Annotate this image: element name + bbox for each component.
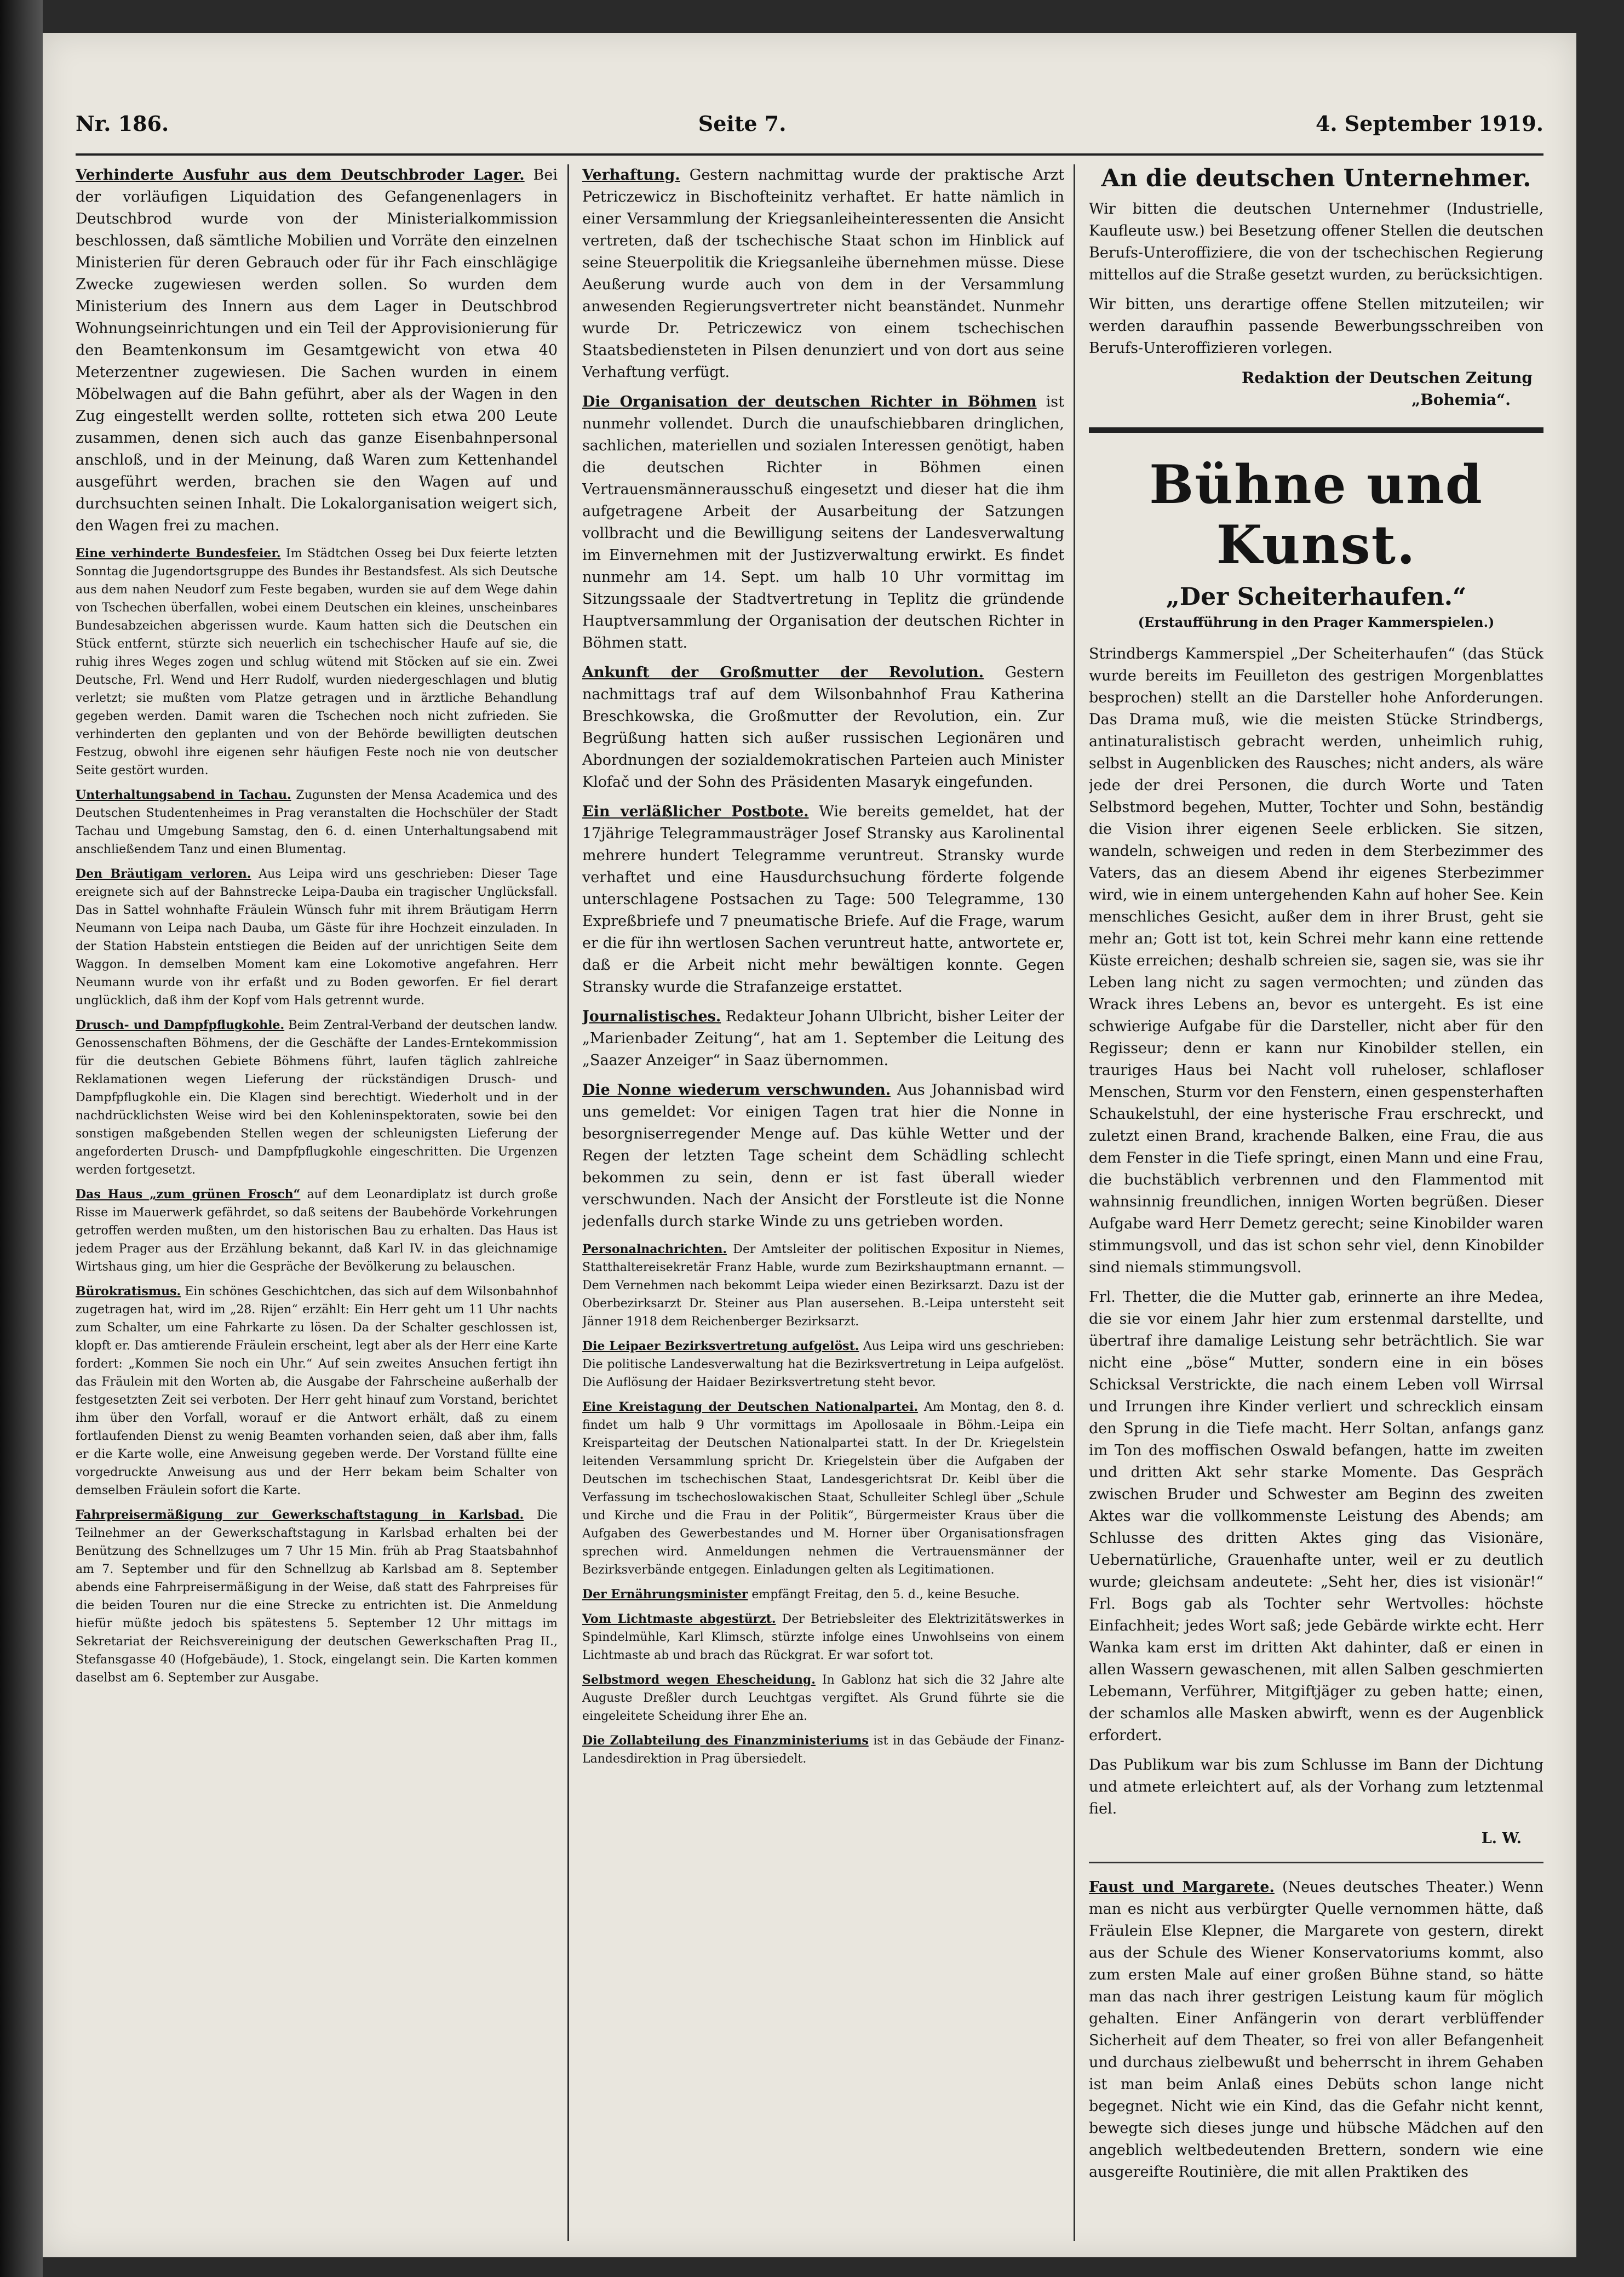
book-spine bbox=[0, 0, 43, 2277]
article-heading: Verhaftung. bbox=[582, 167, 680, 184]
article-heading: Fahrpreisermäßigung zur Gewerkschaftstagung in Karlsbad. bbox=[76, 1508, 524, 1522]
article-heading: Unterhaltungsabend in Tachau. bbox=[76, 788, 291, 802]
article bbox=[76, 1506, 558, 1687]
article-text: ist in das Gebäude der Finanz-Landesdirektion in Prag übersiedelt. bbox=[582, 1734, 1064, 1766]
article-heading: Journalistisches. bbox=[582, 1008, 721, 1025]
article bbox=[76, 865, 558, 1010]
header-rule bbox=[76, 153, 1543, 156]
column-divider bbox=[1074, 164, 1075, 2241]
article bbox=[582, 1732, 1064, 1768]
review-title: „Der Scheiterhaufen.“ bbox=[1166, 583, 1467, 611]
article bbox=[582, 662, 1064, 793]
article-heading: Das Haus „zum grünen Frosch“ bbox=[76, 1187, 301, 1202]
article-heading: Drusch- und Dampfpflugkohle. bbox=[76, 1018, 285, 1032]
article-text: Der Amtsleiter der politischen Expositur in Niemes, Statthaltereisekretär Franz Hable, wurde zum Bezirkshauptmann ernannt. — Dem Vernehmen nach bekommt Leipa wieder einen Bezirksarzt. Dazu ist der Oberbezirksarzt Dr. Steiner aus Plan ausersehen. B.-Leipa untersteht seit Jänner 1918 dem Reichenberger Bezirksarzt. bbox=[582, 1243, 1064, 1329]
article-text: auf dem Leonardiplatz ist durch große Risse im Mauerwerk gefährdet, so daß seitens der Baubehörde Vorkehrungen getroffen werden mußten, um den historischen Bau zu erhalten. Das Haus ist jedem Prager aus der Erzählung bekannt, daß Karl IV. in das gleichnamige Wirtshaus ging, um hier die Gespräche der Bevölkerung zu belauschen. bbox=[76, 1188, 558, 1274]
review-paragraph: Strindbergs Kammerspiel „Der Scheiterhaufen“ (das Stück wurde bereits im Feuilleton des gestrigen Morgenblattes besprochen) stellt an die Darsteller hohe Anforderungen. Das Drama muß, wie die meisten Stücke Strindbergs, antinaturalistisch gebracht werden, unheimlich ruhig, selbst in Augenblicken des Rausches; nicht anders, als wäre jede der drei Personen, die durch Worte und Taten Selbstmord begehen, Mutter, Tochter und Sohn, beständig die Vision ihrer eigenen Seele erblicken. Sie sitzen, wandeln, schweigen und reden in dem Sterbezimmer des Vaters, das an diesem Abend ihr eigenes Sterbezimmer wird, wie in einem untergehenden Kahn auf hoher See. Kein menschliches Gesicht, außer dem in ihrer Brust, geht sie mehr an; Gott ist tot, kein Schrei mehr kann eine rettende Küste erreichen; deshalb schreien sie, sagen sie, was sie ihr Leben lang nicht zu sagen vermochten; und zünden das Wrack ihres Lebens an, bevor es untergeht. Es ist eine schwierige Aufgabe für die Darsteller, nicht aber für den Regisseur; denn er kann nur Kinobilder stellen, ein trauriges Haus bei Nacht voll ruheloser, schlafloser Menschen, Sturm vor den Fenstern, einen gespensterhaften Schaukelstuhl, der eine hysterische Frau erschreckt, und zuletzt einen Brand, krachende Balken, eine Frau, die aus dem Fenster in die Tiefe springt, einen Mann und eine Frau, die buchstäblich verbrennen und den Flammentod mit wahnsinnig freundlichen, innigen Worten begrüßen. Dieser Aufgabe ward Herr Demetz gerecht; seine Kinobilder waren stimmungsvoll, und das ist schon sehr viel, denn Kinobilder sind niemals stimmungsvoll. bbox=[1089, 645, 1543, 1276]
article-heading: Bürokratismus. bbox=[76, 1284, 181, 1298]
notice-title: An die deutschen Unternehmer. bbox=[1101, 164, 1531, 192]
article bbox=[582, 1240, 1064, 1331]
page-number: Seite 7. bbox=[698, 111, 787, 136]
article-heading: Selbstmord wegen Ehescheidung. bbox=[582, 1673, 816, 1687]
review-subtitle: (Erstaufführung in den Prager Kammerspielen.) bbox=[1138, 614, 1495, 630]
review-paragraph: Das Publikum war bis zum Schlusse im Bann der Dichtung und atmete erleichtert auf, als der Vorhang zum letztenmal fiel. bbox=[1089, 1757, 1543, 1817]
notice-signature-paper: „Bohemia“. bbox=[1411, 391, 1511, 409]
article bbox=[582, 1586, 1064, 1604]
article-text: In Gablonz hat sich die 32 Jahre alte Auguste Dreßler durch Leuchtgas vergiftet. Als Grund führte sie die eingeleitete Scheidung ihrer Ehe an. bbox=[582, 1673, 1064, 1723]
article-text: Redakteur Johann Ulbricht, bisher Leiter der „Marienbader Zeitung“, hat am 1. September die Leitung des „Saazer Anzeiger“ in Saaz übernommen. bbox=[582, 1008, 1064, 1069]
article-text: Zugunsten der Mensa Academica und des Deutschen Studentenheimes in Prag veranstalten die Hochschüler der Stadt Tachau und Umgebung Samstag, den 6. d. einen Unterhaltungsabend mit anschließendem Tanz und einen Blumentag. bbox=[76, 788, 558, 856]
article bbox=[76, 786, 558, 859]
article-text: (Neues deutsches Theater.) Wenn man es nicht aus verbürgter Quelle vernommen hätte, daß Fräulein Else Klepner, die Margarete von gestern, direkt aus der Schule des Wiener Konservatoriums kommt, also zum ersten Male auf einer großen Bühne stand, so hätte man das nach ihrer gestrigen Leistung kaum für möglich gehalten. Einer Anfängerin von derart verblüffender Sicherheit auf dem Theater, so frei von aller Befangenheit und durchaus zielbewußt und beherrscht in ihrem Gehaben ist man beim Anlaß eines Debüts schon lange nicht begegnet. Nicht wie ein Kind, das die Gefahr nicht kennt, bewegte sich dieses junge und hübsche Mädchen auf den angeblich weltbedeutenden Brettern, sondern wie eine ausgereifte Routinière, die mit allen Praktiken des bbox=[1089, 1879, 1543, 2181]
article-heading: Die Leipaer Bezirksvertretung aufgelöst. bbox=[582, 1339, 859, 1353]
article-text: Aus Leipa wird uns geschrieben: Die politische Landesverwaltung hat die Bezirksvertretung in Leipa aufgelöst. Die Auflösung der Haidaer Bezirksvertretung steht bevor. bbox=[582, 1340, 1064, 1389]
article bbox=[582, 1079, 1064, 1233]
article-text: ist nunmehr vollendet. Durch die unaufschiebbaren dringlichen, sachlichen, materiellen und sozialen Interessen genötigt, haben die deutschen Richter in Böhmen einen Vertrauensmännerausschuß eingesetzt und dieser hat die ihm aufgetragene Arbeit der Ausarbeitung der Satzungen vollbracht und die Bewilligung seitens der Landesverwaltung im Einvernehmen mit der Justizverwaltung erwirkt. Es findet nunmehr am 14. Sept. um halb 10 Uhr vormittag im Sitzungssaale der Stadtvertretung in Teplitz die gründende Hauptversammlung der Organisation der deutschen Richter in Böhmen statt. bbox=[582, 393, 1064, 651]
article-text: Bei der vorläufigen Liquidation des Gefangenenlagers in Deutschbrod wurde von der Ministerialkommission beschlossen, daß sämtliche Mobilien und Vorräte den einzelnen Ministerien für deren Gebrauch oder für ihr Fach einschlägige Zwecke zugewiesen werden sollen. So wurden dem Ministerium des Innern aus dem Lager in Deutschbrod Wohnungseinrichtungen und ein Teil der Approvisionierung für den Beamtenkonsum im Gesamtgewicht von etwa 40 Meterzentner zugewiesen. Die Sachen wurden in einem Möbelwagen auf die Bahn geführt, aber als der Wagen in den Zug eingestellt werden sollte, rotteten sich etwa 200 Leute zusammen, denen sich auch das ganze Eisenbahnpersonal anschloß, und in der Meinung, daß Waren zum Kettenhandel ausgeführt werden, brachen sie den Wagen auf und durchsuchten seinen Inhalt. Die Lokalorganisation weigert sich, den Wagen frei zu machen. bbox=[76, 167, 558, 534]
article-text: Die Teilnehmer an der Gewerkschaftstagung in Karlsbad erhalten bei der Benützung des Schnellzuges um 7 Uhr 15 Min. früh ab Prag Staatsbahnhof am 7. September und für den Schnellzug ab Karlsbad am 8. September abends eine Fahrpreisermäßigung in der Weise, daß statt des Fahrpreises für die beiden Touren nur die eine Strecke zu entrichten ist. Die Anmeldung hiefür müßte jedoch bis spätestens 5. September 12 Uhr mittags im Sekretariat der Reichsvereinigung der deutschen Gewerkschaften Prag II., Stefansgasse 40 (Hofgebäude), 1. Stock, eingelangt sein. Die Karten kommen daselbst am 6. September zur Ausgabe. bbox=[76, 1508, 558, 1685]
review-signature: L. W. bbox=[1481, 1830, 1522, 1847]
article-text: Wie bereits gemeldet, hat der 17jährige Telegrammausträger Josef Stransky aus Karolinental mehrere hundert Telegramme veruntreut. Stransky wurde verhaftet und eine Hausdurchsuchung förderte folgende unterschlagene Postsachen zu Tage: 500 Telegramme, 130 Expreßbriefe und 7 pneumatische Briefe. Auf die Frage, warum er die für ihn wertlosen Sachen veruntreut hatte, antwortete er, daß er die Arbeit nicht mehr bewältigen konnte. Gegen Stransky wurde die Strafanzeige erstattet. bbox=[582, 803, 1064, 996]
article bbox=[76, 1186, 558, 1276]
article bbox=[582, 1671, 1064, 1725]
article bbox=[582, 391, 1064, 654]
article bbox=[582, 1006, 1064, 1072]
article-text: Gestern nachmittag wurde der praktische Arzt Petriczewicz in Bischofteinitz verhaftet. Er hatte nämlich in einer Versammlung der Kriegsanleiheinteressenten die Ansicht vertreten, daß der tschechische Staat schon im Hinblick auf seine Steuerpolitik die Kriegsanleihe übernehmen müsse. Diese Aeußerung wurde auch von dem in der Versammlung anwesenden Regierungsvertreter nicht beanständet. Nunmehr wurde Dr. Petriczewicz von einem tschechischen Staatsbediensteten in Pilsen denunziert und von dort aus seine Verhaftung verfügt. bbox=[582, 167, 1064, 381]
article-heading: Vom Lichtmaste abgestürzt. bbox=[582, 1612, 776, 1626]
article-text: Gestern nachmittags traf auf dem Wilsonbahnhof Frau Katherina Breschkowska, die Großmutter der Revolution, ein. Zur Begrüßung hatten sich außer russischen Legionären und Abordnungen der sozialdemokratischen Parteien auch Minister Klofač und der Sohn des Präsidenten Masaryk eingefunden. bbox=[582, 664, 1064, 791]
article-heading: Personalnachrichten. bbox=[582, 1242, 727, 1256]
article-text: Der Betriebsleiter des Elektrizitätswerkes in Spindelmühle, Karl Klimsch, stürzte infolge eines Unwohlseins von einem Lichtmaste ab und brach das Rückgrat. Er war sofort tot. bbox=[582, 1612, 1064, 1662]
article-heading: Eine Kreistagung der Deutschen Nationalpartei. bbox=[582, 1400, 919, 1414]
article-heading: Den Bräutigam verloren. bbox=[76, 867, 251, 881]
article bbox=[76, 1283, 558, 1500]
notice-paragraph: Wir bitten die deutschen Unternehmer (Industrielle, Kaufleute usw.) bei Besetzung offener Stellen die deutschen Berufs-Unteroffiziere, die von der tschechischen Regierung mittellos auf die Straße gesetzt wurden, zu berücksichtigen. bbox=[1089, 201, 1543, 283]
article bbox=[582, 1337, 1064, 1392]
notice-paragraph: Wir bitten, uns derartige offene Stellen mitzuteilen; wir werden daraufhin passende Bewerbungsschreiben von Berufs-Unteroffizieren vorlegen. bbox=[1089, 296, 1543, 357]
article-heading: Die Organisation der deutschen Richter in Böhmen bbox=[582, 393, 1037, 410]
column-divider bbox=[567, 164, 569, 2241]
newspaper-page bbox=[43, 33, 1576, 2257]
article bbox=[1089, 1876, 1543, 2183]
article-text: Aus Johannisbad wird uns gemeldet: Vor einigen Tagen trat hier die Nonne in besorgniserregender Menge auf. Das kühle Wetter und der Regen der letzten Tage scheint dem Schädling schlecht bekommen zu sein, denn er ist fast überall wieder verschwunden. Nach der Ansicht der Forstleute ist die Nonne jedenfalls durch starke Winde zu uns getrieben worden. bbox=[582, 1082, 1064, 1230]
article bbox=[76, 1016, 558, 1179]
article-heading: Ein verläßlicher Postbote. bbox=[582, 803, 809, 820]
article-rule bbox=[1089, 1862, 1543, 1863]
article-text: Beim Zentral-Verband der deutschen landw. Genossenschaften Böhmens, der die Geschäfte der Landes-Erntekommission für die deutschen Gebiete Böhmens führt, laufen täglich zahlreiche Reklamationen wegen Lieferung der rückständigen Drusch- und Dampfpflugkohle ein. Die Klagen sind berechtigt. Wiederholt und in der nachdrücklichsten Weise wird bei den Kohleninspektoraten, sowie bei den sonstigen maßgebenden Stellen wegen der schleunigsten Lieferung der angeforderten Drusch- und Dampfpflugkohle eingeschritten. Die Urgenzen werden fortgesetzt. bbox=[76, 1019, 558, 1177]
article-heading: Die Nonne wiederum verschwunden. bbox=[582, 1082, 891, 1099]
article bbox=[582, 164, 1064, 384]
article-heading: Der Ernährungsminister bbox=[582, 1587, 748, 1601]
issue-number: Nr. 186. bbox=[76, 111, 169, 136]
article-heading: Faust und Margarete. bbox=[1089, 1879, 1275, 1896]
article bbox=[76, 164, 558, 537]
article-text: Aus Leipa wird uns geschrieben: Dieser Tage ereignete sich auf der Bahnstrecke Leipa-Dauba ein tragischer Unglücksfall. Das in Sattel wohnhafte Fräulein Wünsch fuhr mit ihrem Bräutigam Herrn Neumann von Leipa nach Dauba, um Gäste für ihre Hochzeit einzuladen. In der Station Habstein entstiegen die Beiden auf der unrichtigen Seite dem Waggon. In demselben Moment kam eine Lokomotive angefahren. Herr Neumann wurde von ihr erfaßt und zu Boden geworfen. Er fiel derart unglücklich, daß ihm der Kopf vom Hals getrennt wurde. bbox=[76, 867, 558, 1008]
article-heading: Ankunft der Großmutter der Revolution. bbox=[582, 664, 984, 681]
notice-signature: Redaktion der Deutschen Zeitung bbox=[1241, 369, 1533, 387]
column-2 bbox=[582, 164, 1064, 2241]
article-text: Im Städtchen Osseg bei Dux feierte letzten Sonntag die Jugendortsgruppe des Bundes ihr Bestandsfest. Als sich Deutsche aus dem nahen Neudorf zum Feste begaben, wurden sie auf dem Wege dahin von Tschechen überfallen, wobei einem Deutschen ein kleines, unscheinbares Bundesabzeichen abgerissen wurde. Kaum hatten sich die Deutschen ein Stück entfernt, stürzte sich neuerlich ein tschechischer Haufe auf sie, die ruhig ihres Weges zogen und schlug wütend mit Stöcken auf sie ein. Zwei Deutsche, Frl. Wend und Herr Rudolf, wurden niedergeschlagen und blutig verletzt; sie mußten vom Platze getragen und in ärztliche Behandlung gegeben werden. Damit waren die Tschechen noch nicht zufrieden. Sie verhinderten den geplanten und von der Behörde bewilligten deutschen Festzug, obwohl ihre eigenen sehr häufigen Feste noch nie von deutscher Seite gestört wurden. bbox=[76, 547, 558, 777]
article-heading: Eine verhinderte Bundesfeier. bbox=[76, 546, 281, 560]
article bbox=[582, 801, 1064, 998]
review-paragraph: Frl. Thetter, die die Mutter gab, erinnerte an ihre Medea, die sie vor einem Jahr hier zum erstenmal darstellte, und übertraf ihre damalige Leistung sehr beträchtlich. Sie war nicht eine „böse“ Mutter, sondern eine in ein böses Schicksal Verstrickte, die nach einem Leben voll Wirrsal und Irrungen ihre Kinder verliert und schrecklich einsam den Sprung in die Tiefe macht. Herr Soltan, anfangs ganz im Ton des moffischen Oswald befangen, hatte im zweiten und dritten Akt sehr starke Momente. Das Gespräch zwischen Bruder und Schwester am Beginn des zweiten Aktes war die vollkommenste Leistung des Abends; am Schlusse des dritten Aktes ging das Visionäre, Uebernatürliche, Grauenhafte unter, weil er zu deutlich wurde; gleichsam andeutete: „Seht her, dies ist visionär!“ Frl. Bogs gab als Tochter sehr Wertvolles: höchste Einfachheit; jedes Wort saß; jede Gebärde wirkte echt. Herr Wanka kam erst im dritten Akt dahinter, daß er einen in allen Wassern gewaschenen, mit allen Salben geschmierten Lebemann, Verführer, Mitgiftjäger zu geben hatte; einen, der schamlos alle Masken abwirft, wenn es der Augenblick erfordert. bbox=[1089, 1289, 1543, 1744]
section-title: Bühne und Kunst. bbox=[1149, 454, 1483, 576]
article bbox=[582, 1610, 1064, 1664]
article-text: Am Montag, den 8. d. findet um halb 9 Uhr vormittags im Apollosaale in Böhm.-Leipa ein Kreisparteitag der Deutschen Nationalpartei statt. In der Dr. Kriegelstein leitenden Versammlung spricht Dr. Kriegelstein über die Aufgaben der Deutschen im tschechischen Staat, Landesgerichtsrat Dr. Keibl über die Verfassung im tschechoslowakischen Staat, Schulleiter Schlegl über „Schule und Kirche und die Frau in der Politik“, Bürgermeister Kraus über die Aufgaben des Gewerbestandes und M. Horner über Organisationsfragen sprechen wird. Anmeldungen nehmen die Vertrauensmänner der Bezirksverbände entgegen. Einladungen gelten als Legitimationen. bbox=[582, 1400, 1064, 1577]
issue-date: 4. September 1919. bbox=[1315, 111, 1543, 136]
page-header bbox=[76, 99, 1543, 148]
article bbox=[582, 1398, 1064, 1579]
article-heading: Verhinderte Ausfuhr aus dem Deutschbroder Lager. bbox=[76, 167, 525, 184]
section-rule bbox=[1089, 427, 1543, 433]
article bbox=[76, 545, 558, 780]
column-1 bbox=[76, 164, 558, 2241]
article-text: empfängt Freitag, den 5. d., keine Besuche. bbox=[751, 1588, 1020, 1601]
article-text: Ein schönes Geschichtchen, das sich auf dem Wilsonbahnhof zugetragen hat, wird im „28. Rijen“ erzählt: Ein Herr geht um 11 Uhr nachts zum Schalter, um eine Fahrkarte zu lösen. Da der Schalter geschlossen ist, klopft er. Das amtierende Fräulein erscheint, legt aber als der Herr eine Karte fordert: „Kommen Sie noch ein Uhr.“ Auf sein zweites Ansuchen fertigt ihn das Fräulein mit den Worten ab, die Ausgabe der Fahrscheine außerhalb der festgesetzten Zeit sei verboten. Der Herr geht hinauf zum Vorstand, berichtet ihm über den Vorfall, worauf er die Antwort erhält, daß zu einem fortlaufenden Dienst zu wenig Beamten vorhanden seien, daß aber ihm, falls er die Karte wolle, eine Anweisung gegeben werde. Der Vorstand füllte eine vorgedruckte Anweisung aus und der Herr bekam beim Schalter von demselben Fräulein sofort die Karte. bbox=[76, 1285, 558, 1497]
article-heading: Die Zollabteilung des Finanzministeriums bbox=[582, 1734, 869, 1748]
column-3 bbox=[1089, 164, 1543, 2241]
